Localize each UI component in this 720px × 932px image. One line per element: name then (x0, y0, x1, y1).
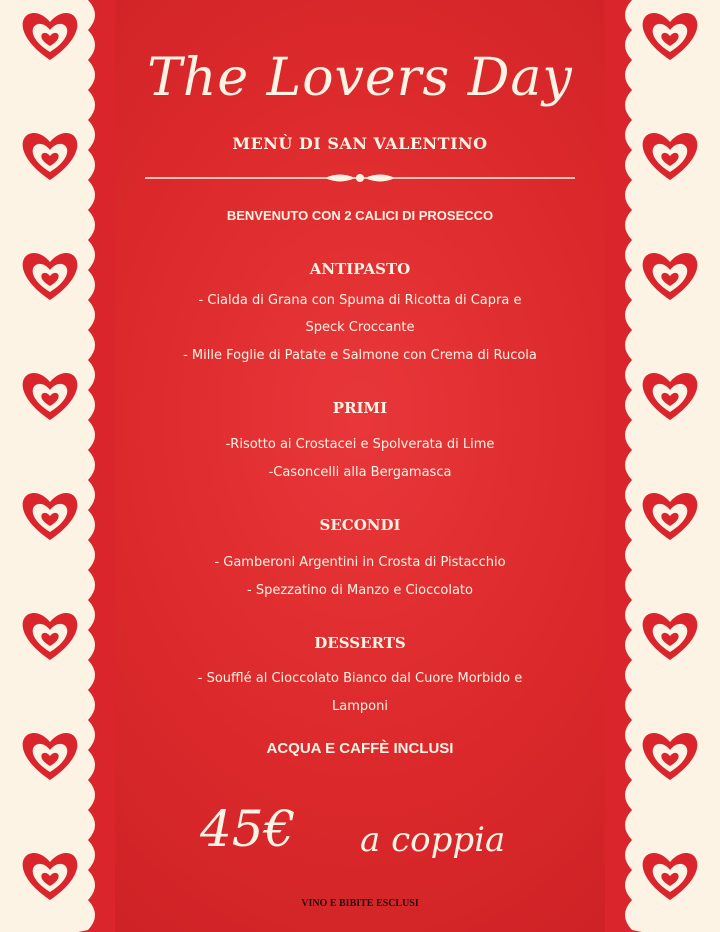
heart-pattern-left (0, 0, 115, 932)
page-subtitle: MENÙ DI SAN VALENTINO (232, 134, 488, 153)
section-title-primi: PRIMI (332, 399, 388, 417)
extras-line: ACQUA E CAFFÈ INCLUSI (266, 740, 454, 757)
heart-pattern-right (605, 0, 720, 932)
section-title-desserts: DESSERTS (314, 634, 406, 652)
menu-item: Speck Croccante (305, 320, 415, 335)
welcome-line: BENVENUTO CON 2 CALICI DI PROSECCO (226, 208, 494, 223)
menu-item: - Spezzatino di Manzo e Cioccolato (247, 583, 473, 598)
menu-item: - Soufflé al Cioccolato Bianco dal Cuore Morbido e (197, 671, 523, 686)
ornament-divider (140, 168, 580, 188)
footer-note: VINO E BIBITE ESCLUSI (301, 898, 419, 909)
menu-item: -Risotto ai Crostacei e Spolverata di Lime (225, 437, 495, 452)
left-heart-border (0, 0, 115, 932)
price-unit: a coppia (360, 820, 506, 860)
menu-item: - Gamberoni Argentini in Crosta di Pistacchio (214, 555, 506, 570)
menu-item: - Mille Foglie di Patate e Salmone con Crema di Rucola (183, 348, 537, 363)
menu-item: -Casoncelli alla Bergamasca (268, 465, 452, 480)
menu-content (130, 0, 590, 932)
price-amount: 45€ (200, 800, 296, 858)
right-heart-border (605, 0, 720, 932)
section-title-antipasto: ANTIPASTO (309, 260, 411, 278)
page-title: The Lovers Day (147, 48, 573, 108)
menu-item: Lamponi (332, 699, 388, 714)
menu-item: - Cialda di Grana con Spuma di Ricotta di Capra e (198, 293, 522, 308)
section-title-secondi: SECONDI (319, 516, 401, 534)
